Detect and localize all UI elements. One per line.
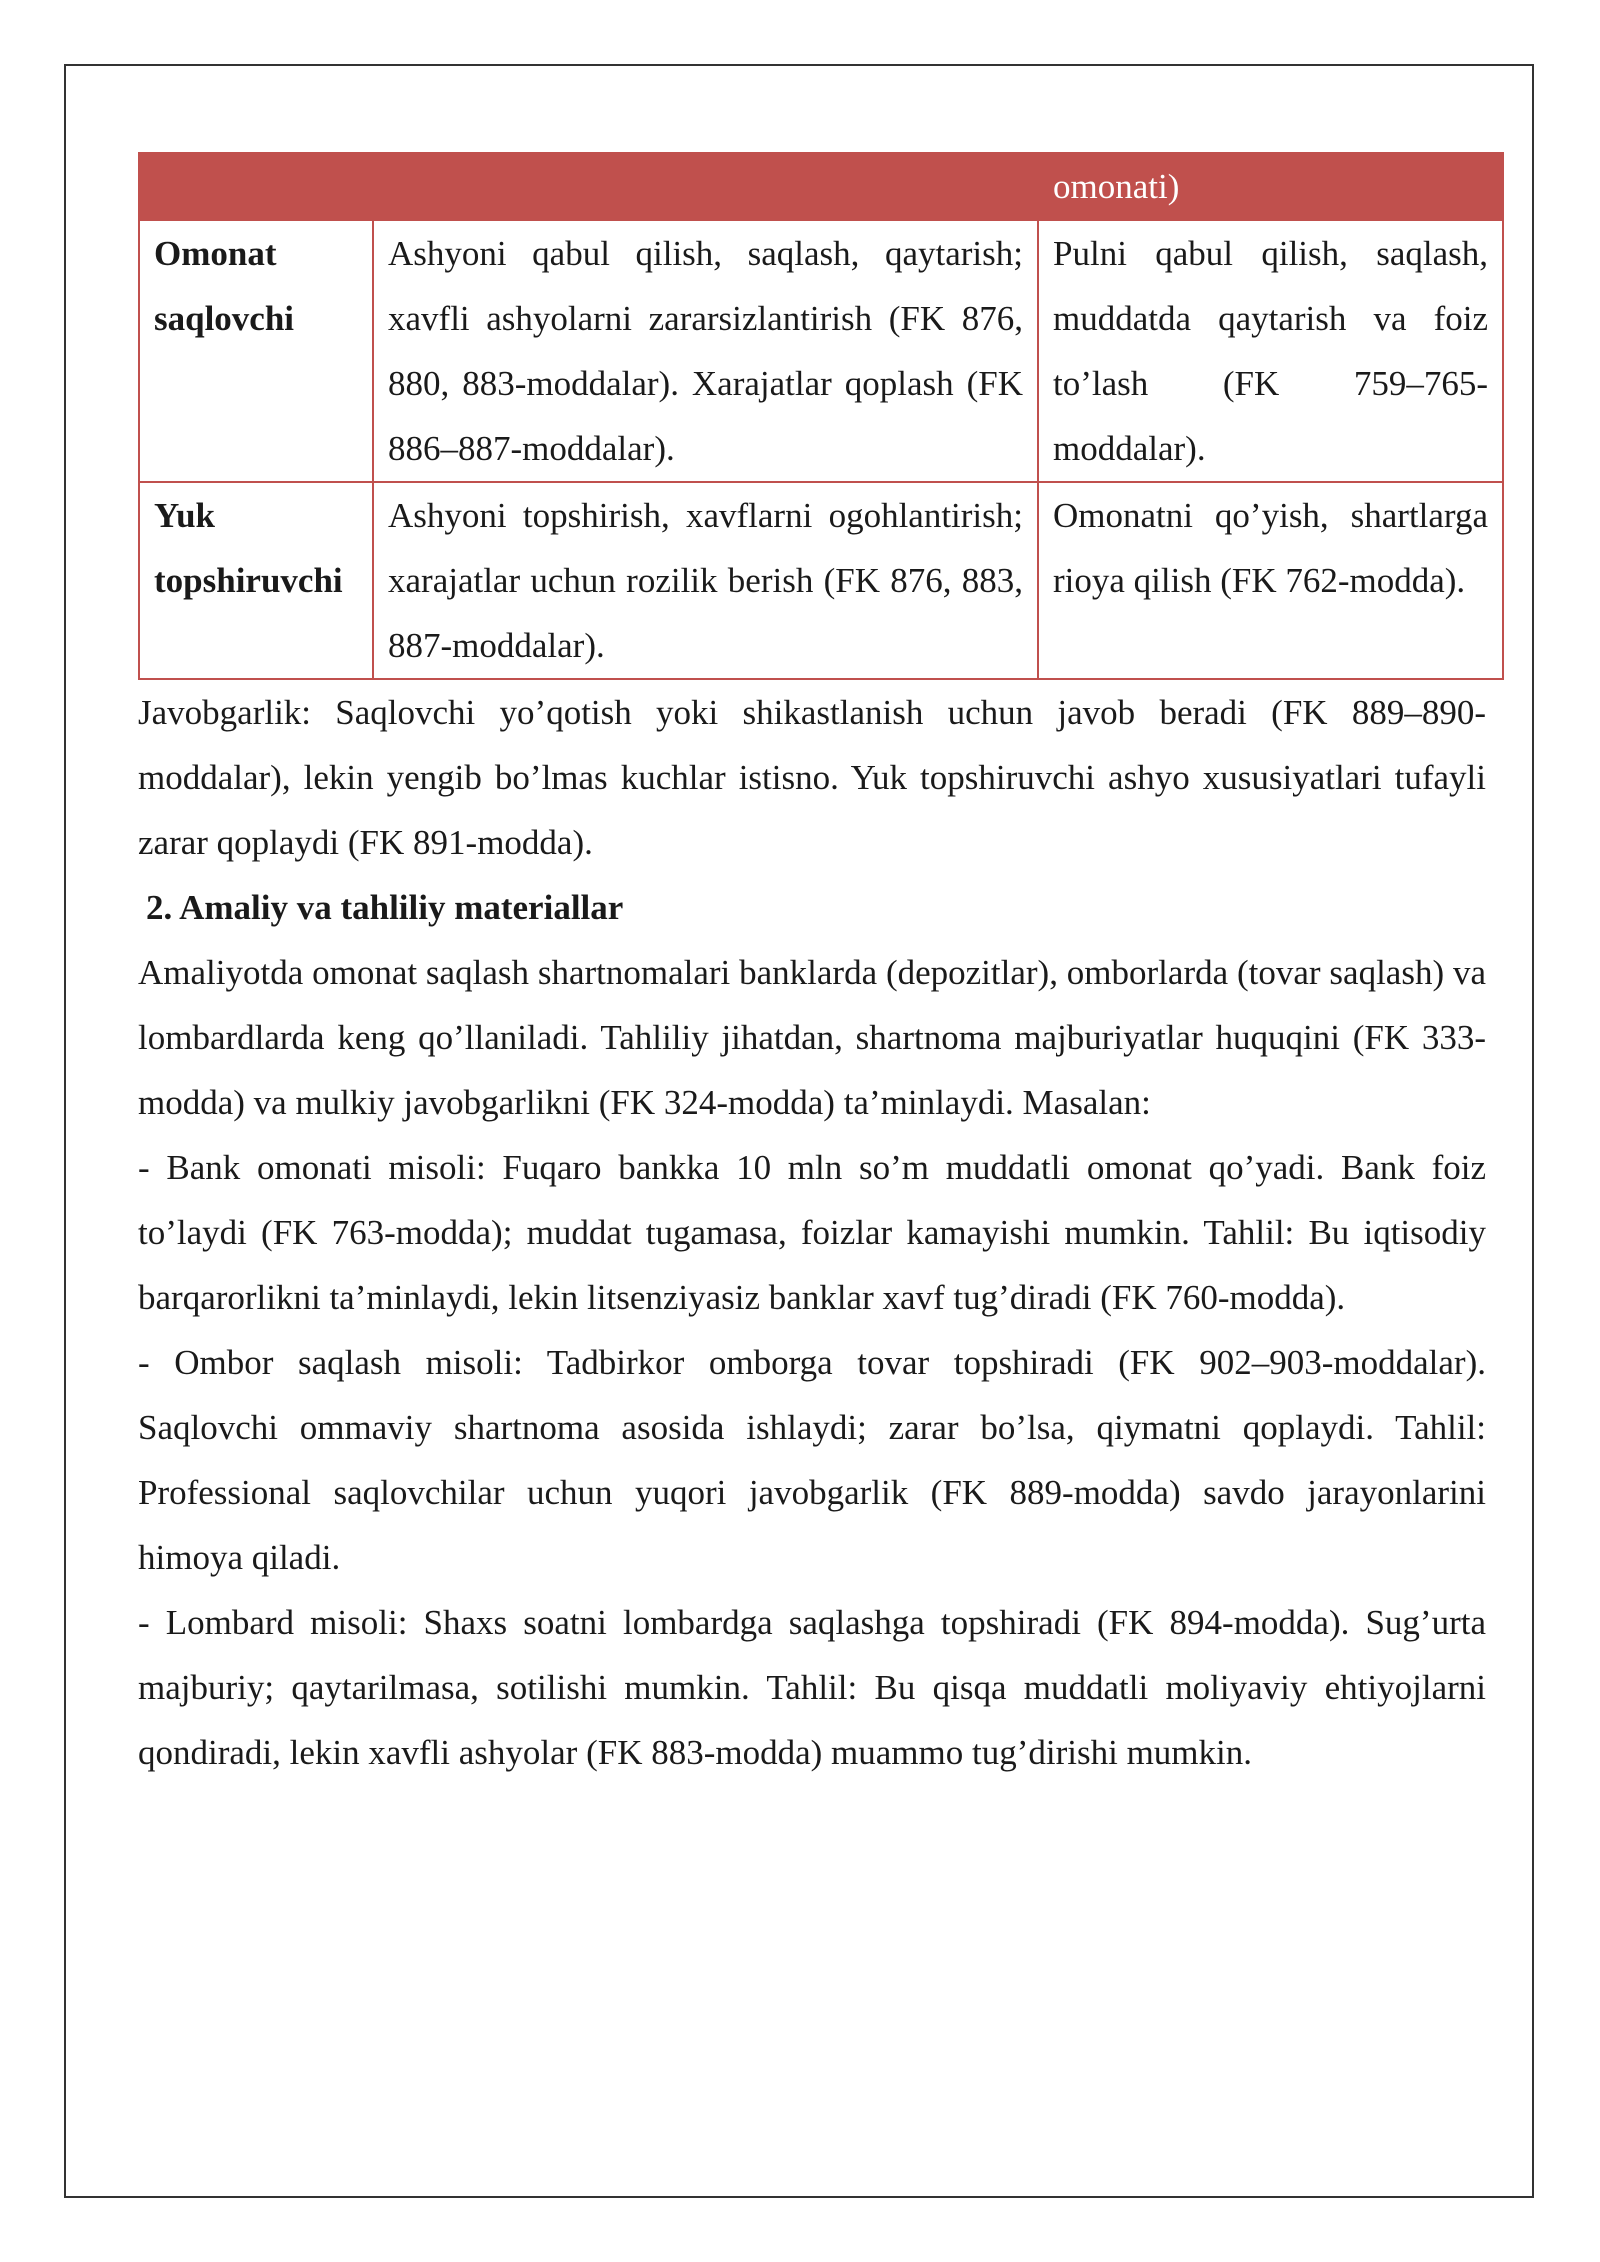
- table-header-cell-3: omonati): [1038, 153, 1503, 220]
- table-header-cell-2: [373, 153, 1038, 220]
- table-cell: Omonatni qo’yish, shartlarga rioya qilish (FK 762-modda).: [1038, 482, 1503, 679]
- row-role-label: Omonat saqlovchi: [139, 220, 373, 482]
- table-cell: Ashyoni topshirish, xavflarni ogohlantirish; xarajatlar uchun rozilik berish (FK 876, 883, 887-moddalar).: [373, 482, 1038, 679]
- page-content: [138, 152, 1486, 1785]
- example-bank: - Bank omonati misoli: Fuqaro bankka 10 mln so’m muddatli omonat qo’yadi. Bank foiz to’laydi (FK 763-modda); muddat tugamasa, foizlar kamayishi mumkin. Tahlil: Bu iqtisodiy barqarorlikni ta’minlaydi, lekin litsenziyasiz banklar xavf tug’diradi (FK 760-modda).: [138, 1148, 1486, 1317]
- example-warehouse: - Ombor saqlash misoli: Tadbirkor omborga tovar topshiradi (FK 902–903-moddalar). Saqlovchi ommaviy shartnoma asosida ishlaydi; zarar bo’lsa, qiymatni qoplaydi. Tahlil: Professional saqlovchilar uchun yuqori javobgarlik (FK 889-modda) savdo jarayonlarini himoya qiladi.: [138, 1343, 1486, 1577]
- table-row: [139, 220, 1503, 482]
- table-row: [139, 482, 1503, 679]
- obligations-table: [138, 152, 1504, 680]
- table-header-cell-1: [139, 153, 373, 220]
- table-cell: Pulni qabul qilish, saqlash, muddatda qaytarish va foiz to’lash (FK 759–765-moddalar).: [1038, 220, 1503, 482]
- section-heading: 2. Amaliy va tahliliy materiallar: [146, 888, 624, 927]
- table-cell: Ashyoni qabul qilish, saqlash, qaytarish; xavfli ashyolarni zararsizlantirish (FK 876, 880, 883-moddalar). Xarajatlar qoplash (FK 886–887-moddalar).: [373, 220, 1038, 482]
- section-intro: Amaliyotda omonat saqlash shartnomalari banklarda (depozitlar), omborlarda (tovar saqlash) va lombardlarda keng qo’llaniladi. Tahliliy jihatdan, shartnoma majburiyatlar huquqini (FK 333-modda) va mulkiy javobgarlikni (FK 324-modda) ta’minlaydi. Masalan:: [138, 953, 1486, 1122]
- liability-paragraph: Javobgarlik: Saqlovchi yo’qotish yoki shikastlanish uchun javob beradi (FK 889–890-moddalar), lekin yengib bo’lmas kuchlar istisno. Yuk topshiruvchi ashyo xususiyatlari tufayli zarar qoplaydi (FK 891-modda).: [138, 693, 1486, 862]
- row-role-label: Yuk topshiruvchi: [139, 482, 373, 679]
- example-pawnshop: - Lombard misoli: Shaxs soatni lombardga saqlashga topshiradi (FK 894-modda). Sug’urta majburiy; qaytarilmasa, sotilishi mumkin. Tahlil: Bu qisqa muddatli moliyaviy ehtiyojlarni qondiradi, lekin xavfli ashyolar (FK 883-modda) muammo tug’dirishi mumkin.: [138, 1603, 1486, 1772]
- table-header-row: [139, 153, 1503, 220]
